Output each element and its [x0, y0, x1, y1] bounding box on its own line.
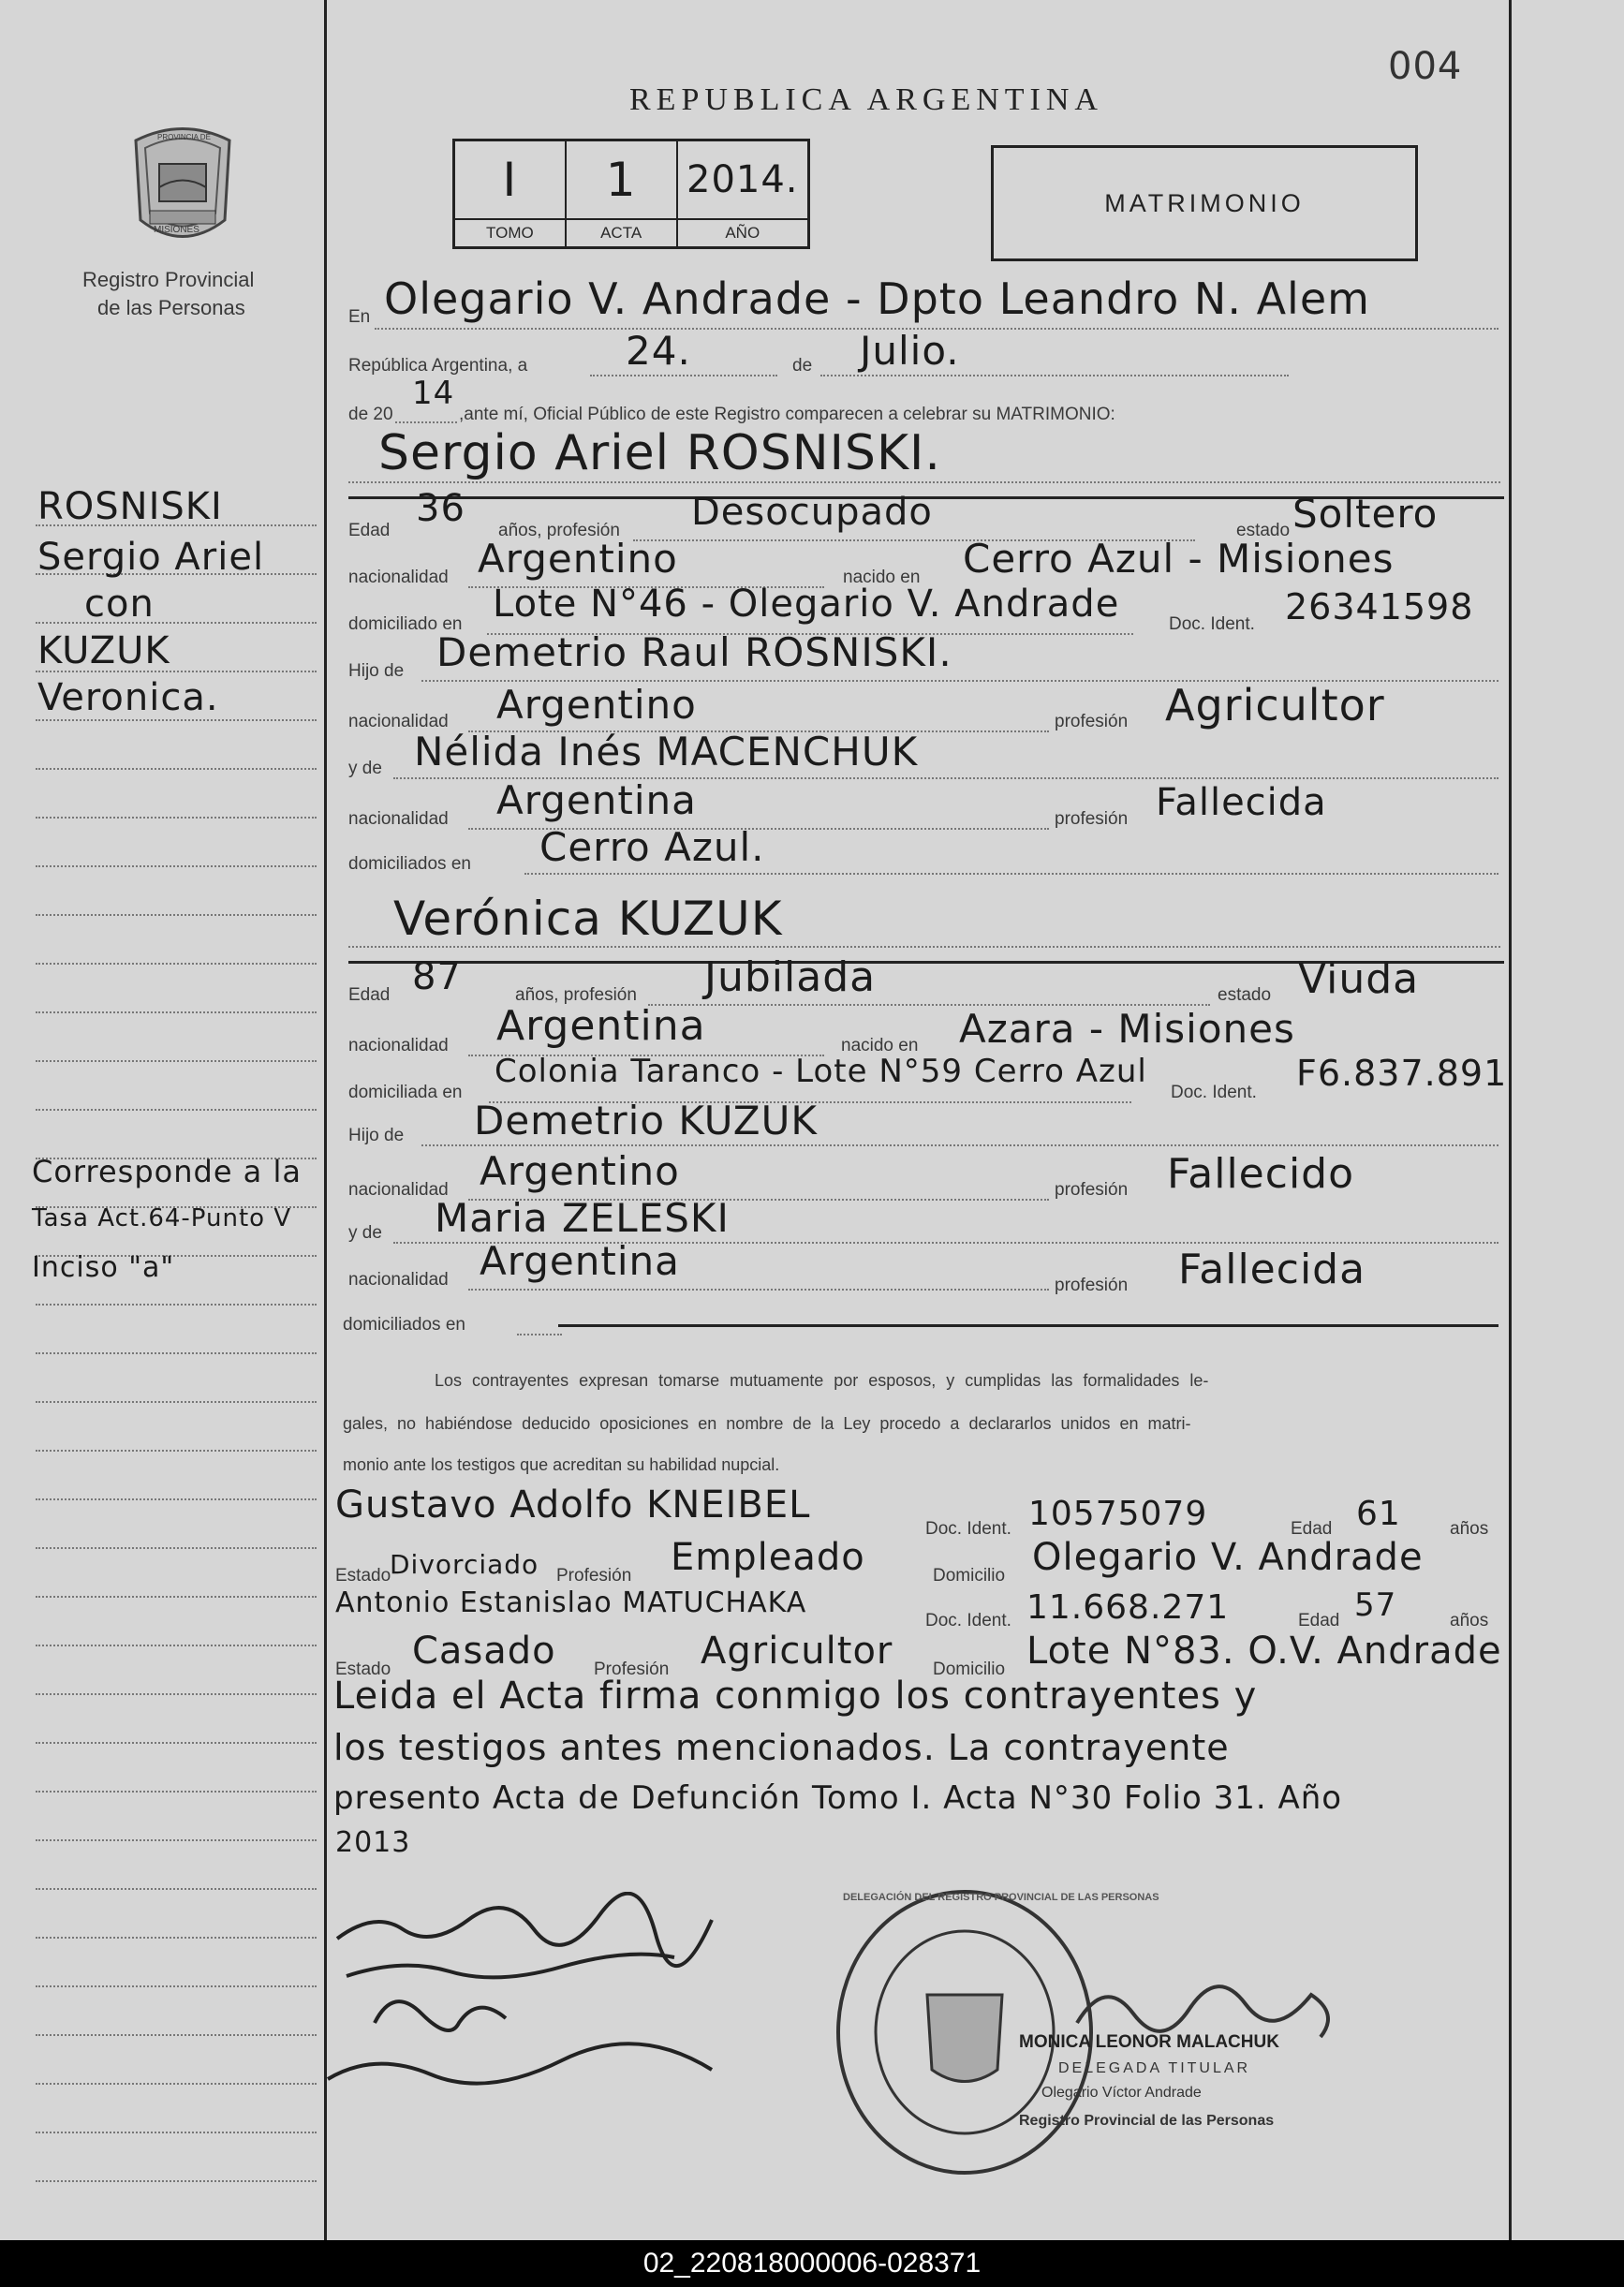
groom-father-profession: Agricultor [1165, 680, 1385, 730]
witness1-doc: 10575079 [1028, 1495, 1208, 1533]
label-edad-w1: Edad [1291, 1519, 1333, 1539]
anio-label: AÑO [725, 224, 760, 242]
witness2-status: Casado [412, 1630, 556, 1673]
label-de: de [792, 356, 813, 376]
paragraph-line3: monio ante los testigos que acreditan su habilidad nupcial. [343, 1455, 780, 1474]
witness1-profession: Empleado [671, 1536, 865, 1579]
dots-year [395, 421, 457, 423]
month-value: Julio. [860, 328, 960, 374]
label-domicilio-w2: Domicilio [933, 1660, 1006, 1679]
dots-republica [590, 375, 777, 376]
label-profesion-father: profesión [1055, 712, 1129, 731]
sidebar-ruling-line [36, 719, 317, 721]
bride-mother-profession: Fallecida [1178, 1246, 1366, 1293]
label-anios-profesion: años, profesión [498, 521, 620, 540]
footer-id: 02_220818000006-028371 [0, 2240, 1624, 2287]
sidebar-ruling-line [36, 963, 317, 965]
sidebar-ruling-line [36, 1937, 317, 1939]
bride-civil-status: Viuda [1298, 955, 1420, 1003]
label-doc-ident: Doc. Ident. [1169, 614, 1255, 634]
label-hijo-de-bride: Hijo de [348, 1126, 405, 1145]
page-number: 004 [1388, 45, 1463, 88]
stamp-ring-text: DELEGACIÓN DEL REGISTRO PROVINCIAL DE LAS PERSONAS [843, 1892, 1159, 1903]
label-estado-bride: estado [1218, 985, 1272, 1005]
label-estado-w2: Estado [335, 1660, 391, 1679]
witness1-address: Olegario V. Andrade [1032, 1536, 1424, 1579]
label-domiciliado-en: domiciliado en [348, 614, 463, 634]
sidebar-ruling-line [36, 1596, 317, 1598]
margin-note-tax2: Tasa Act.64-Punto V [32, 1204, 292, 1232]
dots-bride-father [421, 1144, 1499, 1146]
label-edad-bride: Edad [348, 985, 391, 1005]
bride-doc: F6.837.891 [1296, 1053, 1508, 1094]
label-nacido-en-bride: nacido en [841, 1036, 919, 1055]
witness2-doc: 11.668.271 [1026, 1588, 1230, 1627]
sidebar-ruling-line [36, 1498, 317, 1500]
act-type-label: MATRIMONIO [1104, 188, 1305, 217]
witness1-age: 61 [1356, 1495, 1401, 1533]
witness2-age: 57 [1354, 1586, 1397, 1624]
dots-bride-mother-nat [468, 1289, 1049, 1291]
day-value: 24. [626, 328, 691, 374]
closing-line3: presento Acta de Defunción Tomo I. Acta N°30 Folio 31. Año [333, 1779, 1343, 1817]
bride-profession: Jubilada [704, 953, 877, 1001]
label-doc-ident-bride: Doc. Ident. [1171, 1083, 1257, 1102]
groom-mother-nationality: Argentina [496, 777, 697, 823]
bride-mother: Maria ZELESKI [435, 1195, 730, 1241]
dots-month [820, 375, 1289, 376]
label-profesion-bride-mother: profesión [1055, 1276, 1129, 1295]
groom-mother-profession: Fallecida [1156, 781, 1327, 824]
anio-value: 2014. [687, 158, 799, 201]
groom-profession: Desocupado [691, 491, 933, 534]
margin-note-tax3: Inciso "a" [32, 1251, 175, 1284]
label-anios-w2: años [1450, 1611, 1489, 1630]
label-nacionalidad-bride-father: nacionalidad [348, 1180, 449, 1200]
sidebar-ruling-line [36, 1352, 317, 1354]
sidebar-ruling-line [36, 1109, 317, 1111]
label-comparecen: ,ante mí, Oficial Público de este Registro comparecen a celebrar su MATRIMONIO: [459, 405, 1115, 424]
stamp-name: MONICA LEONOR MALACHUK [1019, 2032, 1279, 2052]
witness1-name: Gustavo Adolfo KNEIBEL [335, 1483, 811, 1527]
groom-mother: Nélida Inés MACENCHUK [414, 729, 919, 775]
groom-civil-status: Soltero [1292, 491, 1439, 537]
year-suffix: 14 [412, 375, 455, 412]
bride-mother-nationality: Argentina [480, 1238, 680, 1284]
sidebar-ruling-line [36, 2180, 317, 2182]
label-nacionalidad-bride-mother: nacionalidad [348, 1270, 449, 1290]
dots-groom-parents-addr [524, 873, 1499, 875]
delegate-signature [1068, 1957, 1349, 2051]
sidebar-ruling-line [36, 1547, 317, 1549]
label-profesion-w1: Profesión [556, 1566, 632, 1586]
margin-note-line4: KUZUK [37, 629, 170, 672]
paragraph-line1: Los contrayentes expresan tomarse mutuamente por esposos, y cumplidas las formalidades le- [435, 1371, 1209, 1390]
label-domiciliada-en: domiciliada en [348, 1083, 463, 1102]
margin-note-line5: Veronica. [37, 676, 219, 719]
acta-label: ACTA [567, 220, 678, 248]
org-line1: Registro Provincial [82, 268, 255, 291]
witness2-name: Antonio Estanislao MATUCHAKA [335, 1586, 807, 1619]
margin-note-line3: con [84, 583, 155, 626]
groom-father-nationality: Argentino [496, 682, 697, 728]
sidebar-ruling-line [36, 2034, 317, 2036]
sidebar-ruling-line [36, 2132, 317, 2133]
label-domiciliados-en: domiciliados en [348, 854, 471, 874]
groom-age: 36 [416, 487, 465, 530]
closing-line4: 2013 [335, 1826, 411, 1859]
witness1-status: Divorciado [390, 1549, 539, 1580]
groom-parents-address: Cerro Azul. [539, 824, 765, 870]
label-edad-w2: Edad [1298, 1611, 1340, 1630]
sidebar-ruling-line [36, 865, 317, 867]
tomo-value: I [455, 141, 567, 218]
label-profesion-mother: profesión [1055, 809, 1129, 829]
sidebar-ruling-line [36, 768, 317, 770]
sidebar-ruling-line [36, 2083, 317, 2085]
label-hijo-de: Hijo de [348, 661, 405, 681]
bride-age: 87 [412, 955, 462, 998]
dots-bride-name [348, 946, 1500, 948]
closing-line1: Leida el Acta firma conmigo los contrayentes y [333, 1675, 1258, 1718]
label-domicilio-w1: Domicilio [933, 1566, 1006, 1586]
bride-father-profession: Fallecido [1167, 1150, 1355, 1198]
sidebar-ruling-line [36, 1888, 317, 1890]
sidebar-ruling-line [36, 1304, 317, 1306]
sidebar-ruling-line [36, 1060, 317, 1062]
label-y-de: y de [348, 759, 382, 778]
label-doc-ident-w1: Doc. Ident. [925, 1519, 1011, 1539]
sidebar-ruling-line [36, 1401, 317, 1403]
label-nacido-en: nacido en [843, 568, 921, 587]
label-anios-profesion-bride: años, profesión [515, 985, 637, 1005]
bride-address: Colonia Taranco - Lote N°59 Cerro Azul [495, 1053, 1147, 1090]
groom-nationality: Argentino [478, 536, 678, 582]
stamp-org: Registro Provincial de las Personas [1019, 2113, 1275, 2129]
sidebar-ruling-line [36, 622, 317, 624]
seal-text-top: PROVINCIA DE [157, 133, 211, 141]
right-margin-line [1509, 0, 1512, 2240]
margin-note-line1: ROSNISKI [37, 485, 223, 528]
sidebar-ruling-line [36, 1985, 317, 1987]
sidebar-ruling-line [36, 1839, 317, 1841]
label-y-de-bride: y de [348, 1223, 382, 1243]
sidebar-ruling-line [36, 1742, 317, 1744]
label-profesion-w2: Profesión [594, 1660, 670, 1679]
dots-bride-parents-addr [517, 1334, 562, 1335]
dots-groom-name [348, 481, 1500, 483]
label-en: En [348, 307, 371, 327]
bride-father-nationality: Argentino [480, 1148, 680, 1194]
label-anios-w1: años [1450, 1519, 1489, 1539]
tomo-label: TOMO [455, 220, 567, 248]
act-type-box [991, 145, 1418, 261]
margin-note-line2: Sergio Ariel [37, 536, 265, 579]
label-nacionalidad: nacionalidad [348, 568, 449, 587]
sidebar-ruling-line [36, 1791, 317, 1793]
sidebar-ruling-line [36, 1693, 317, 1695]
sidebar-ruling-line [36, 914, 317, 916]
stamp-place: Olegario Víctor Andrade [1041, 2085, 1202, 2101]
label-nacionalidad-mother: nacionalidad [348, 809, 449, 829]
place-value: Olegario V. Andrade - Dpto Leandro N. Alem [384, 273, 1370, 324]
sidebar-ruling-line [36, 1645, 317, 1646]
groom-doc: 26341598 [1285, 586, 1474, 627]
label-profesion-bride-father: profesión [1055, 1180, 1129, 1200]
label-domiciliados-en-bride: domiciliados en [343, 1315, 465, 1335]
label-republica: República Argentina, a [348, 356, 528, 376]
bride-father: Demetrio KUZUK [474, 1098, 818, 1144]
margin-note-tax1: Corresponde a la [32, 1154, 302, 1189]
bride-name: Verónica KUZUK [393, 892, 783, 946]
document-title: REPUBLICA ARGENTINA [629, 82, 1103, 117]
paragraph-line2: gales, no habiéndose deducido oposiciones en nombre de la Ley procedo a declararlos unidos en matri- [343, 1414, 1191, 1433]
sidebar-ruling-line [36, 1011, 317, 1013]
strike-parents-addr [558, 1324, 1499, 1327]
label-estado-w1: Estado [335, 1566, 391, 1586]
witness2-address: Lote N°83. O.V. Andrade [1026, 1630, 1502, 1673]
label-edad: Edad [348, 521, 391, 540]
witness2-profession: Agricultor [701, 1630, 893, 1673]
closing-line2: los testigos antes mencionados. La contrayente [333, 1727, 1230, 1768]
label-estado: estado [1236, 521, 1291, 540]
label-nacionalidad-bride: nacionalidad [348, 1036, 449, 1055]
acta-value: 1 [567, 141, 678, 218]
groom-name: Sergio Ariel ROSNISKI. [378, 425, 941, 481]
label-doc-ident-w2: Doc. Ident. [925, 1611, 1011, 1630]
bride-nationality: Argentina [496, 1002, 706, 1050]
groom-father: Demetrio Raul ROSNISKI. [436, 629, 952, 675]
label-de20: de 20 [348, 405, 393, 424]
registry-box [452, 139, 810, 249]
sidebar-ruling-line [36, 817, 317, 819]
sidebar-ruling-line [36, 1450, 317, 1452]
bride-born-in: Azara - Misiones [959, 1006, 1295, 1052]
stamp-title: DELEGADA TITULAR [1058, 2060, 1251, 2076]
groom-address: Lote N°46 - Olegario V. Andrade [493, 583, 1120, 626]
label-nacionalidad-father: nacionalidad [348, 712, 449, 731]
seal-text-bottom: MISIONES [154, 225, 199, 235]
groom-born-in: Cerro Azul - Misiones [963, 536, 1395, 582]
org-line2: de las Personas [97, 296, 245, 319]
